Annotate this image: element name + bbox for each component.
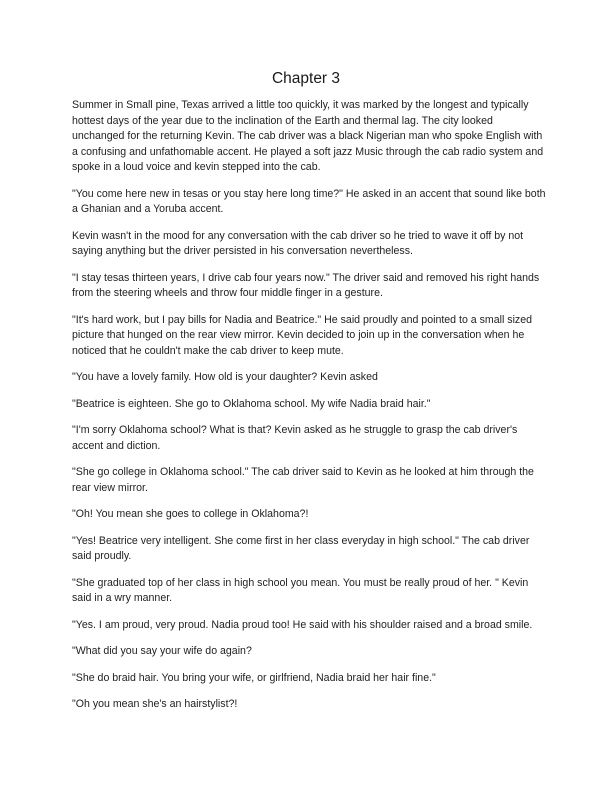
chapter-body	[72, 98, 548, 724]
paragraph: "I stay tesas thirteen years, I drive cab four years now." The driver said and removed his right hands from the steering wheels and throw four middle finger in a gesture.	[72, 271, 540, 299]
paragraph: "Beatrice is eighteen. She go to Oklahoma school. My wife Nadia braid hair."	[72, 397, 431, 410]
paragraph: "You come here new in tesas or you stay here long time?" He asked in an accent that sound like both a Ghanian and a Yoruba accent.	[72, 187, 546, 215]
paragraph: "She go college in Oklahoma school." The cab driver said to Kevin as he looked at him through the rear view mirror.	[72, 466, 534, 494]
paragraph: "Yes! Beatrice very intelligent. She come first in her class everyday in high school." The cab driver said proudly.	[72, 534, 530, 562]
paragraph: "Oh! You mean she goes to college in Oklahoma?!	[72, 508, 309, 520]
paragraph: "You have a lovely family. How old is your daughter? Kevin asked	[72, 371, 378, 383]
paragraph: Kevin wasn't in the mood for any conversation with the cab driver so he tried to wave it off by not saying anything but the driver persisted in his conversation nevertheless.	[72, 229, 524, 257]
paragraph: "It's hard work, but I pay bills for Nadia and Beatrice." He said proudly and pointed to a small sized picture that hunged on the rear view mirror. Kevin decided to join up in the conversation when he noticed that he couldn't make the cab driver to keep mute.	[72, 313, 533, 357]
paragraph: "Yes. I am proud, very proud. Nadia proud too! He said with his shoulder raised and a broad smile.	[72, 618, 533, 631]
paragraph: "What did you say your wife do again?	[72, 645, 252, 657]
paragraph: "I'm sorry Oklahoma school? What is that? Kevin asked as he struggle to grasp the cab driver's accent and diction.	[72, 424, 518, 452]
chapter-title: Chapter 3	[271, 70, 341, 87]
paragraph: "Oh you mean she's an hairstylist?!	[72, 698, 238, 710]
paragraph: Summer in Small pine, Texas arrived a little too quickly, it was marked by the longest and typically hottest days of the year due to the inclination of the Earth and thermal lag. The city looked unchanged for the returning Kevin. The cab driver was a black Nigerian man who spoke English with a confusing and unfathomable accent. He played a soft jazz Music through the cab radio system and spoke in a loud voice and kevin stepped into the cab.	[72, 99, 544, 173]
paragraph: "She do braid hair. You bring your wife, or girlfriend, Nadia braid her hair fine."	[72, 671, 436, 684]
paragraph: "She graduated top of her class in high school you mean. You must be really proud of her. " Kevin said in a wry manner.	[72, 576, 529, 604]
